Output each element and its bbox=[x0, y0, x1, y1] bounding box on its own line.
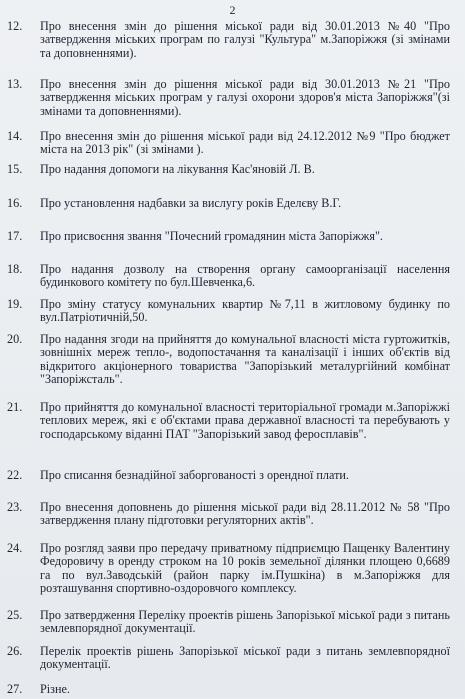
item-number: 15. bbox=[7, 162, 23, 176]
item-number: 24. bbox=[7, 541, 23, 555]
agenda-item bbox=[0, 197, 465, 230]
agenda-item bbox=[0, 333, 465, 401]
agenda-item bbox=[0, 469, 465, 501]
item-text: Про надання згоди на прийняття до комунальної власності міста гуртожитків, зовнішніх мереж тепло-, водопостачання та каналізації і інших об'єктів від відкритого акціонерного товариства "Запорізький металургійний комбінат "Запоріжсталь". bbox=[40, 332, 450, 387]
agenda-item bbox=[0, 683, 465, 699]
item-text: Про внесення доповнень до рішення міської ради від 28.11.2012 № 58 "Про затвердження плану підготовки регуляторних актів". bbox=[40, 500, 450, 528]
item-number: 22. bbox=[7, 468, 23, 482]
item-text: Про затвердження Переліку проектів рішень Запорізької міської ради з питань землевпорядної документації. bbox=[40, 608, 450, 636]
item-number: 20. bbox=[7, 332, 23, 346]
item-text: Про списання безнадійної заборгованості з орендної плати. bbox=[40, 468, 349, 482]
item-number: 26. bbox=[7, 644, 23, 658]
item-number: 12. bbox=[7, 19, 23, 33]
item-number: 19. bbox=[7, 297, 23, 311]
agenda-item bbox=[0, 230, 465, 263]
agenda-item bbox=[0, 609, 465, 645]
item-text: Про установлення надбавки за вислугу років Еделєву В.Г. bbox=[40, 196, 342, 210]
item-number: 17. bbox=[7, 229, 23, 243]
agenda-item bbox=[0, 263, 465, 298]
item-text: Про надання допомоги на лікування Кас'яновій Л. В. bbox=[40, 162, 315, 176]
item-text: Про внесення змін до рішення міської ради від 24.12.2012 №9 "Про бюджет міста на 2013 рік" (зі змінами ). bbox=[40, 129, 450, 157]
agenda-item bbox=[0, 401, 465, 469]
agenda-item bbox=[0, 501, 465, 542]
item-number: 18. bbox=[7, 262, 23, 276]
agenda-item bbox=[0, 298, 465, 333]
item-text: Про внесення змін до рішення міської ради від 30.01.2013 №21 "Про затвердження міських програм у галузі охорони здоров'я міста Запоріжжя"(зі змінами та доповненнями). bbox=[40, 77, 450, 118]
item-number: 16. bbox=[7, 196, 23, 210]
item-text: Про зміну статусу комунальних квартир №7,11 в житловому будинку по вул.Патріотичній,50. bbox=[40, 297, 450, 325]
item-text: Про внесення змін до рішення міської ради від 30.01.2013 №40 "Про затвердження міських програм по галузі "Культура" м.Запоріжжя (зі змінами та доповненнями). bbox=[40, 19, 450, 60]
agenda-item bbox=[0, 78, 465, 130]
agenda-item bbox=[0, 130, 465, 163]
page-number: 2 bbox=[229, 3, 236, 17]
item-number: 25. bbox=[7, 608, 23, 622]
item-number: 23. bbox=[7, 500, 23, 514]
agenda-item bbox=[0, 645, 465, 683]
agenda-item bbox=[0, 163, 465, 197]
agenda-item bbox=[0, 20, 465, 78]
item-text: Про надання дозволу на створення органу самоорганізації населення будинкового комітету по бул.Шевченка,6. bbox=[40, 262, 450, 290]
item-text: Перелік проектів рішень Запорізької міської ради з питань землевпорядної документації. bbox=[40, 644, 450, 672]
item-number: 21. bbox=[7, 400, 23, 414]
item-text: Про розгляд заяви про передачу приватному підприємцю Пащенку Валентину Федоровичу в оренду строком на 10 років земельної ділянки площею 0,6689 га по вул.Заводській (район парку ім.Пушкіна) в м.Запоріжжя для розташування спортивно-оздоровчого комплексу. bbox=[40, 541, 450, 596]
agenda-list bbox=[0, 20, 465, 699]
item-text: Про прийняття до комунальної власності територіальної громади м.Запоріжжі теплових мереж, які є об'єктами права державної власності та перебувають у господарському віданні ПАТ "Запорізький завод феросплавів". bbox=[40, 400, 450, 441]
item-number: 13. bbox=[7, 77, 23, 91]
item-number: 14. bbox=[7, 129, 23, 143]
item-number: 27. bbox=[7, 682, 23, 696]
item-text: Про присвоєння звання "Почесний громадянин міста Запоріжжя". bbox=[40, 229, 383, 243]
item-text: Різне. bbox=[40, 682, 70, 696]
agenda-item bbox=[0, 542, 465, 609]
